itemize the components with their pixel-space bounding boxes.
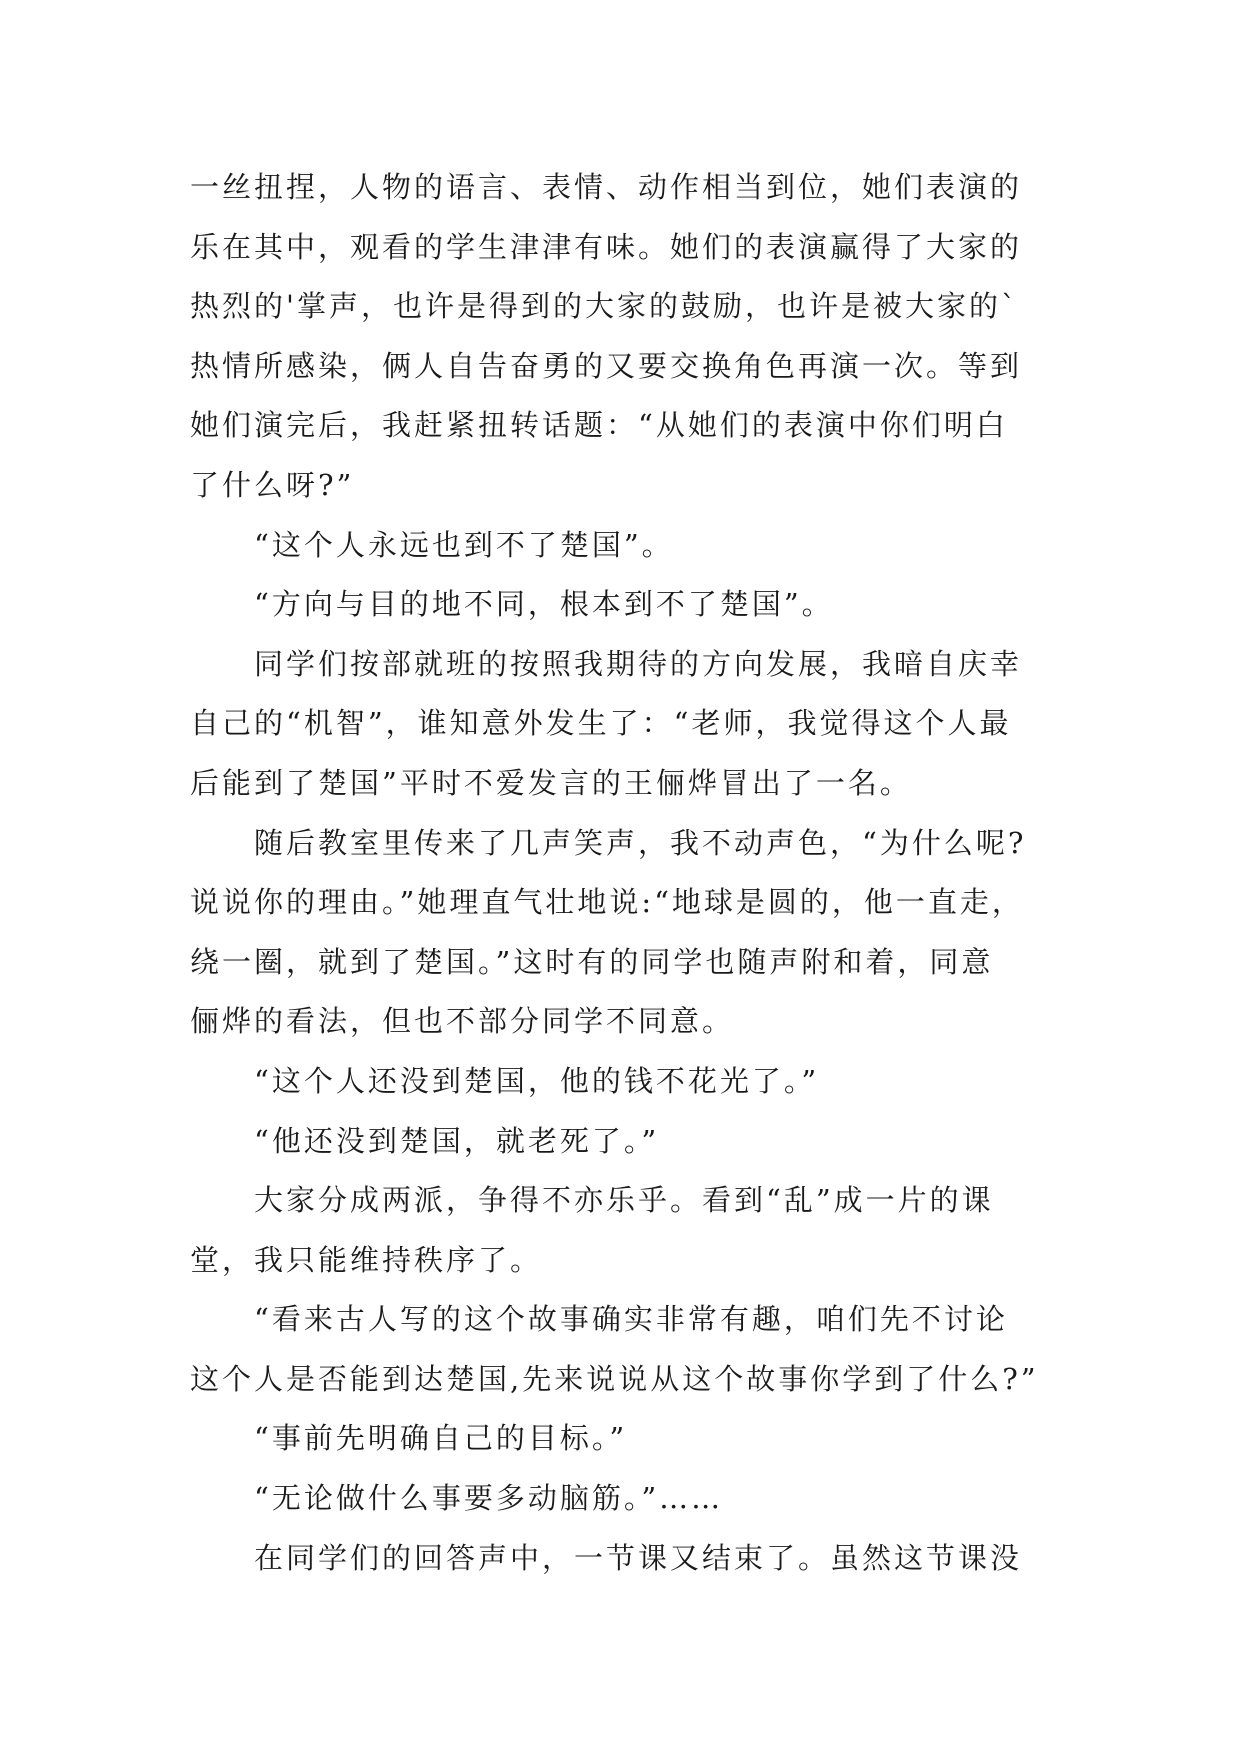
text-line: “事前先明确自己的目标。” — [254, 1421, 628, 1456]
text-line: 她们演完后，我赶紧扭转话题：“从她们的表演中你们明白 — [190, 408, 1008, 443]
text-line: 自己的“机智”，谁知意外发生了：“老师，我觉得这个人最 — [190, 706, 1012, 741]
text-line: 了什么呀?” — [190, 467, 355, 502]
text-line: 热情所感染，俩人自告奋勇的又要交换角色再演一次。等到 — [190, 348, 1023, 383]
text-line: 后能到了楚国”平时不爱发言的王俪烨冒出了一名。 — [190, 765, 912, 800]
text-line: 一丝扭捏，人物的语言、表情、动作相当到位，她们表演的 — [190, 170, 1023, 204]
text-line: “方向与目的地不同，根本到不了楚国”。 — [254, 587, 834, 622]
text-line: 堂，我只能维持秩序了。 — [190, 1242, 543, 1277]
text-line: 同学们按部就班的按照我期待的方向发展，我暗自庆幸 — [254, 646, 1023, 681]
text-line: “无论做什么事要多动脑筋。”…… — [254, 1481, 724, 1516]
text-line: 乐在其中，观看的学生津津有味。她们的表演赢得了大家的 — [190, 229, 1023, 264]
text-line: “看来古人写的这个故事确实非常有趣，咱们先不讨论 — [254, 1302, 1008, 1337]
text-line: “他还没到楚国，就老死了。” — [254, 1123, 660, 1158]
text-line: 绕一圈，就到了楚国。”这时有的同学也随声附和着，同意 — [190, 944, 994, 979]
text-line: 俪烨的看法，但也不部分同学不同意。 — [190, 1004, 735, 1039]
text-line: 在同学们的回答声中，一节课又结束了。虽然这节课没 — [254, 1540, 1023, 1575]
text-line: “这个人还没到楚国，他的钱不花光了。” — [254, 1063, 820, 1098]
text-line: 随后教室里传来了几声笑声，我不动声色，“为什么呢? — [254, 825, 1027, 860]
text-line: 说说你的理由。”她理直气壮地说:“地球是圆的，他一直走， — [190, 885, 1024, 920]
body-text — [190, 158, 1060, 1588]
text-line: “这个人永远也到不了楚国”。 — [254, 527, 674, 562]
text-line: 热烈的'掌声，也许是得到的大家的鼓励，也许是被大家的` — [190, 289, 1019, 324]
text-line: 这个人是否能到达楚国,先来说说从这个故事你学到了什么?” — [190, 1361, 1039, 1396]
text-line: 大家分成两派，争得不亦乐乎。看到“乱”成一片的课 — [254, 1183, 994, 1218]
